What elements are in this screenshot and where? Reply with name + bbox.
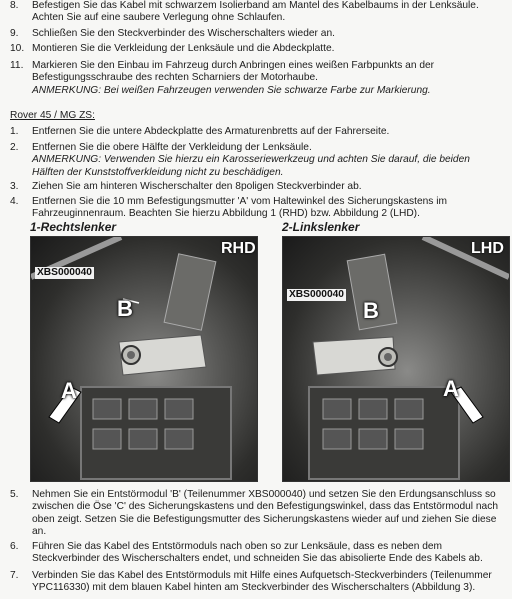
step-note: ANMERKUNG: Bei weißen Fahrzeugen verwenden Sie schwarze Farbe zur Markierung.: [32, 84, 431, 96]
step-text-line: Schließen Sie den Steckverbinder des Wischerschalters wieder an.: [32, 28, 335, 39]
step-text-line: YPC116330) mit dem blauen Kabel hinten am Steckverbinder des Wischerschalters (Abbildung 3).: [32, 582, 476, 594]
step-text-line: Markieren Sie den Einbau im Fahrzeug durch Anbringen eines weißen Farbpunkts an der: [32, 60, 435, 71]
step-text-line: Montieren Sie die Verkleidung der Lenksäule und die Abdeckplatte.: [32, 43, 335, 54]
step-number: 7.: [10, 570, 19, 581]
step-text-line: Entfernen Sie die 10 mm Befestigungsmutter 'A' vom Haltewinkel des Sicherungskastens im: [32, 196, 447, 207]
figure-1-label-b: B: [117, 296, 133, 321]
step-number: 8.: [10, 0, 19, 11]
step-number: 6.: [10, 541, 19, 552]
step-text-line: Fahrzeuginnenraum. Beachten Sie hierzu Abbildung 1 (RHD) bzw. Abbildung 2 (LHD).: [32, 208, 420, 220]
step-number: 1.: [10, 126, 19, 137]
figure-2-label-a: A: [443, 376, 459, 401]
figure-2-part-label: XBS000040: [289, 289, 344, 300]
step-note: ANMERKUNG: Verwenden Sie hierzu ein Karosseriewerkzeug und achten Sie darauf, die beiden: [32, 154, 470, 166]
figure-1-photo: [30, 236, 258, 482]
figure-1-title: 1-Rechtslenker: [30, 220, 117, 234]
step-number: 3.: [10, 181, 19, 192]
step-number: 10.: [10, 43, 25, 54]
step-text-line: Entfernen Sie die obere Hälfte der Verkleidung der Lenksäule.: [32, 142, 312, 153]
figure-2-title: 2-Linkslenker: [282, 220, 360, 234]
figure-1-part-label: XBS000040: [37, 267, 92, 278]
figure-1-side-label: RHD: [221, 240, 256, 257]
step-number: 9.: [10, 28, 19, 39]
section-heading: Rover 45 / MG ZS:: [10, 110, 95, 121]
step-text-line: zwischen die Öse 'C' des Sicherungskastens und den Befestigungswinkel, dass das Entstörmodul nach: [32, 501, 498, 513]
step-text-line: Befestigen Sie das Kabel mit schwarzem Isolierband am Mantel des Kabelbaums in der Lenksäule.: [32, 0, 479, 11]
figure-2-side-label: LHD: [471, 240, 504, 257]
step-text-line: oben zeigt. Setzen Sie die Befestigungsmutter des Sicherungskastens wieder auf und ziehen Sie diese: [32, 513, 497, 525]
step-text-line: Nehmen Sie ein Entstörmodul 'B' (Teilenummer XBS000040) und setzen Sie den Erdungsanschluss so: [32, 489, 496, 500]
figure-2-photo: [282, 236, 510, 482]
step-text-line: Ziehen Sie am hinteren Wischerschalter den 8poligen Steckverbinder ab.: [32, 181, 362, 192]
step-number: 11.: [10, 60, 24, 71]
step-number: 5.: [10, 489, 19, 500]
step-number: 4.: [10, 196, 19, 207]
step-text-line: Entfernen Sie die untere Abdeckplatte des Armaturenbretts auf der Fahrerseite.: [32, 126, 390, 137]
figure-1-label-a: A: [61, 378, 77, 403]
step-text-line: Steckverbinder des Wischerschalters endet, und schneiden Sie das abisolierte Ende des Kabels ab.: [32, 553, 483, 565]
figure-2-illustration: [283, 237, 509, 481]
step-text-line: Achten Sie auf eine saubere Verlegung ohne Schlaufen.: [32, 12, 286, 24]
step-text-line: an.: [32, 526, 47, 538]
step-note: Hälften der Kunststoffverkleidung nicht zu beschädigen.: [32, 166, 284, 178]
step-text-line: Führen Sie das Kabel des Entstörmoduls nach oben so zur Lenksäule, dass es neben dem: [32, 541, 443, 552]
step-number: 2.: [10, 142, 19, 153]
step-text-line: Befestigungsschraube des rechten Scharniers der Motorhaube.: [32, 72, 318, 84]
step-text-line: Verbinden Sie das Kabel des Entstörmoduls mit Hilfe eines Aufquetsch-Steckverbinders (Teilenummer: [32, 570, 492, 581]
figure-2-label-b: B: [363, 298, 379, 323]
